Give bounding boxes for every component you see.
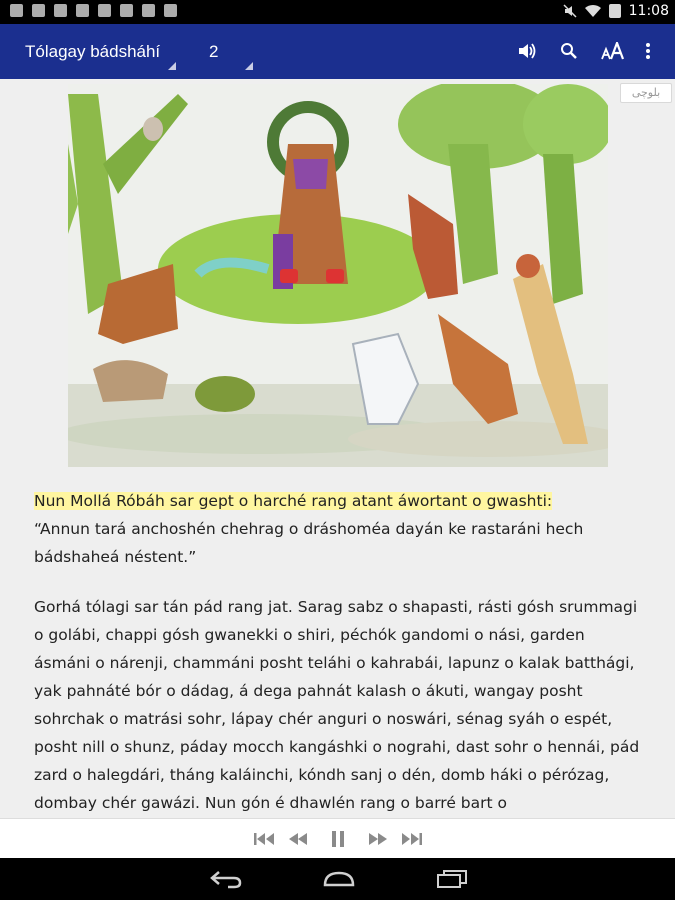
text-size-button[interactable] [598, 38, 628, 64]
paragraph-2: Gorhá tólagi sar tán pád rang jat. Sarag sabz o shapasti, rásti gósh srummagi o golábi, chappi gósh gwanekki o shiri, péchók gandomi o nási, garden ásmáni o nárenji, chammáni posht teláhi o kahrabái, lapunz o kalak batthági, yak pahnáté bór o dádag, á dega pahnát kalash o ákuti, wangay posht sohrchak o matrási sohr, lápay chér anguri o noswári, sénag syáh o espét, posht nill o shunz, páday mocch kangáshki o nograhi, dast sohr o hennái, pád zard o halegdári, tháng kaláinchi, kóndh sanj o dén, domb háki o pérózag, dombay chér gawázi. Nun gón é dhawlén rang o barré bart o [34, 598, 640, 812]
playback-controls [0, 818, 675, 859]
title-dropdown-indicator [168, 62, 176, 70]
back-button[interactable] [210, 869, 242, 893]
notification-icons [10, 4, 177, 17]
story-illustration [68, 84, 608, 467]
paragraph-1-quote: “Annun tará anchoshén chehrag o dráshoméa dayán ke rastaráni hech bádshaheá néstent.” [34, 520, 584, 566]
more-vert-icon [645, 42, 651, 60]
speaker-icon [517, 42, 537, 60]
store-icon [164, 4, 177, 17]
notification-icon [10, 4, 23, 17]
dropbox-icon [98, 4, 111, 17]
clipboard-icon [142, 4, 155, 17]
battery-icon [609, 4, 621, 18]
chat-icon [120, 4, 133, 17]
clock: 11:08 [628, 3, 669, 19]
fast-forward-button[interactable] [366, 827, 390, 851]
search-button[interactable] [556, 38, 582, 64]
rewind-icon [288, 832, 308, 846]
recents-icon [436, 869, 468, 889]
rewind-button[interactable] [286, 827, 310, 851]
paragraph-1 [34, 487, 644, 571]
highlighted-sentence[interactable]: Nun Mollá Róbáh sar gept o harché rang atant áwortant o gwashti: [34, 492, 553, 510]
chapter-spinner[interactable]: 2 [209, 42, 219, 61]
pause-icon [330, 830, 346, 848]
overflow-menu-button[interactable] [637, 38, 659, 64]
fast-forward-icon [368, 832, 388, 846]
wifi-icon [585, 4, 601, 18]
system-icons [563, 3, 669, 19]
back-icon [210, 869, 242, 889]
image-icon [76, 4, 89, 17]
chapter-dropdown-indicator [245, 62, 253, 70]
sync-icon [54, 4, 67, 17]
skip-next-icon [401, 832, 423, 846]
wrench-icon [32, 4, 45, 17]
search-icon [560, 42, 578, 60]
text-size-icon [601, 42, 625, 60]
reading-pane[interactable] [0, 79, 675, 818]
language-toggle-button[interactable]: بلوچی [620, 83, 672, 103]
skip-next-button[interactable] [400, 827, 424, 851]
status-bar [0, 0, 675, 24]
system-navigation-bar [0, 858, 675, 900]
app-bar [0, 24, 675, 79]
audio-button[interactable] [514, 38, 540, 64]
skip-previous-icon [253, 832, 275, 846]
skip-previous-button[interactable] [252, 827, 276, 851]
book-title-spinner[interactable]: Tólagay bádsháhí [25, 42, 161, 61]
pause-button[interactable] [326, 827, 350, 851]
home-icon [322, 869, 356, 889]
home-button[interactable] [322, 869, 356, 893]
recents-button[interactable] [436, 869, 468, 893]
mute-icon [563, 4, 577, 18]
